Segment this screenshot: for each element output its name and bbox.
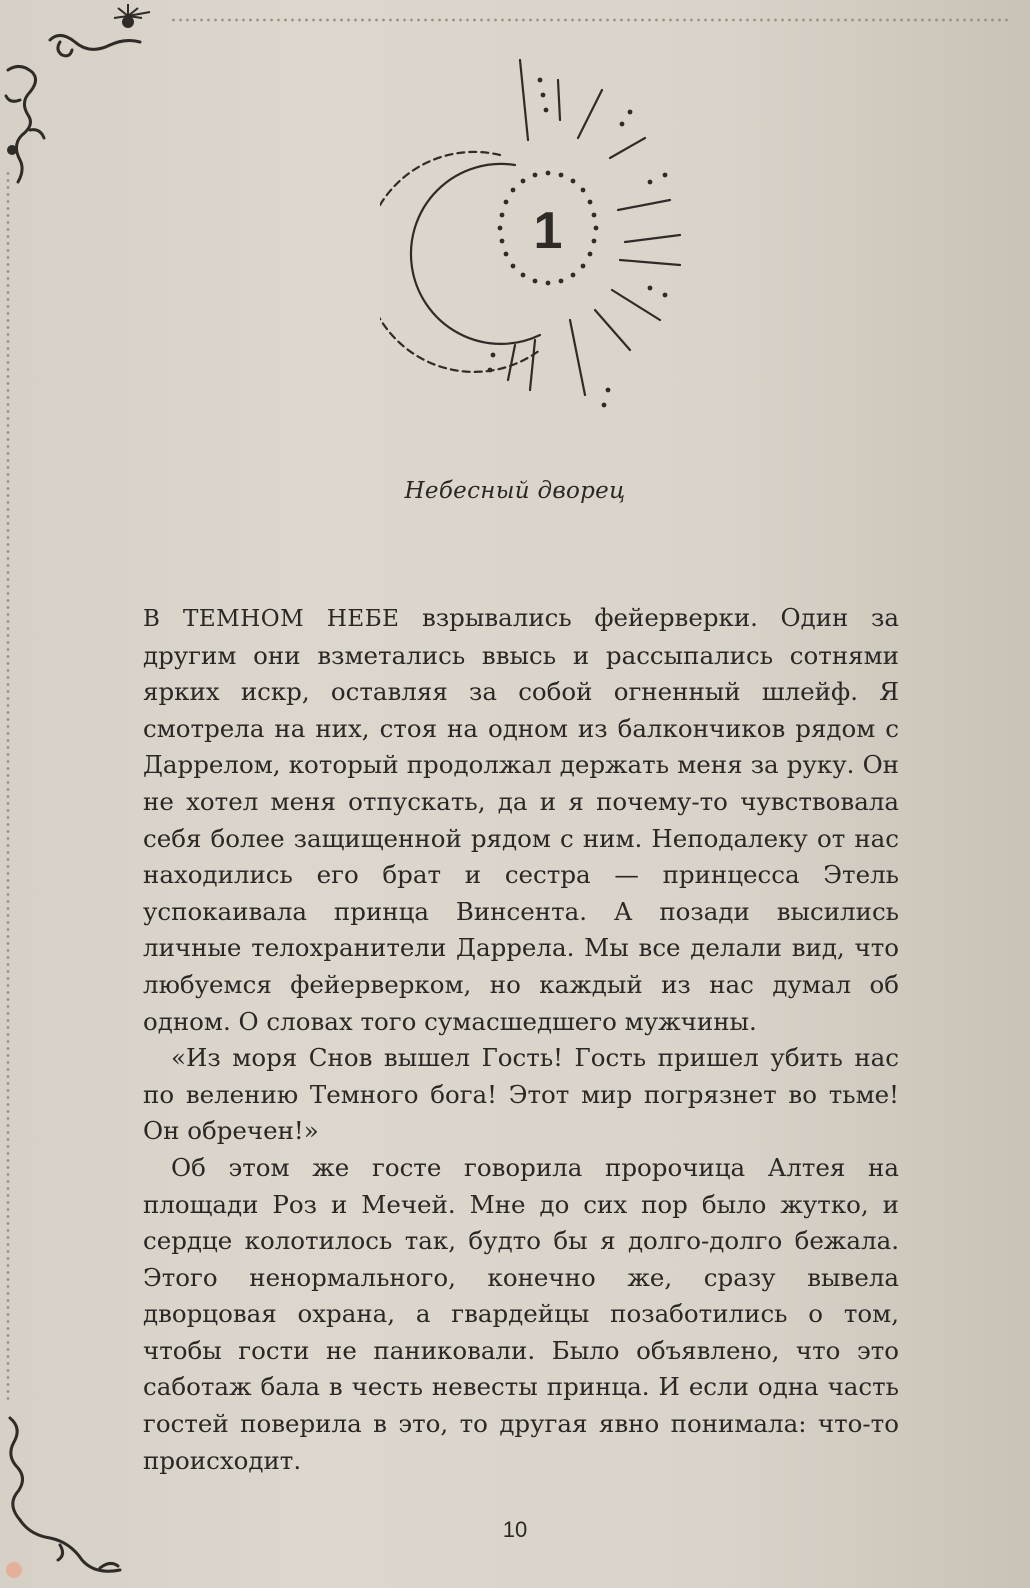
paragraph-3: Об этом же госте говорила пророчица Алтея на площади Роз и Мечей. Мне до сих пор было жутко, и сердце колотилось так, будто бы я долго-долго бежала. Этого ненормального, конечно же, сразу вывела дворцовая охрана, а гвардейцы позаботились о том, чтобы гости не паниковали. Было объявлено, что это саботаж бала в честь невесты принца. И если одна часть гостей поверила в это, то другая явно понимала: что-то происходит. bbox=[143, 1152, 899, 1475]
paragraph-2: «Из моря Снов вышел Гость! Гость пришел убить нас по велению Темного бога! Этот мир погрязнет во тьме! Он обречен!» bbox=[143, 1043, 899, 1146]
page-number: 10 bbox=[502, 1517, 528, 1542]
corner-ornament-top-left-icon bbox=[0, 0, 170, 190]
chapter-emblem-moon-sun-icon bbox=[380, 50, 720, 430]
dotted-border-left bbox=[4, 170, 12, 1400]
paragraph-1-text: взрывались фейерверки. Один за другим они взметались ввысь и рассыпались сотнями ярких искр, оставляя за собой огненный шлейф. Я смотрела на них, стоя на одном из балкончиков рядом с Даррелом, который продолжал держать меня за руку. Он не хотел меня отпускать, да и я почему-то чувствовала себя более защищенной рядом с ним. Неподалеку от нас находились его брат и сестра — принцесса Этель успокаивала принца Винсента. А позади высились личные телохранители Даррела. Мы все делали вид, что любуемся фейерверком, но каждый из нас думал об одном. О словах того сумасшедшего мужчины. bbox=[143, 603, 899, 1036]
dotted-border-top bbox=[170, 16, 1010, 24]
body-text bbox=[143, 600, 899, 1479]
paragraph-1-lead-caps: В ТЕМНОМ НЕБЕ bbox=[143, 606, 400, 632]
chapter-subtitle: Небесный дворец bbox=[404, 478, 626, 504]
paragraph-1 bbox=[143, 600, 899, 1040]
chapter-number: 1 bbox=[533, 202, 563, 260]
corner-ornament-bottom-left-icon bbox=[0, 1410, 160, 1588]
